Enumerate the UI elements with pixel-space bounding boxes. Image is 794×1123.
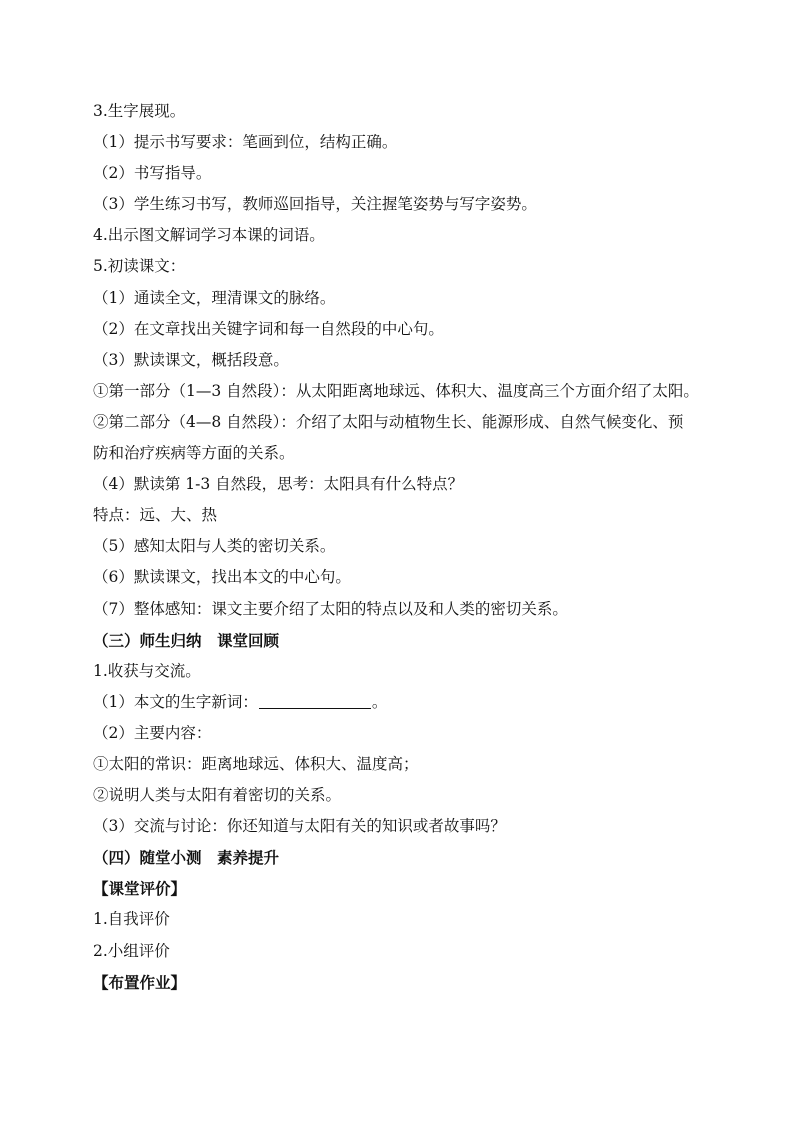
new-words-label: （1）本文的生字新词：: [93, 692, 258, 711]
overall-perception-item: （7）整体感知：课文主要介绍了太阳的特点以及和人类的密切关系。: [93, 599, 568, 618]
sun-facts-item: ①太阳的常识：距离地球远、体积大、温度高；: [93, 754, 419, 773]
class-evaluation-heading: 【课堂评价】: [93, 879, 187, 899]
step-4-heading: 4.出示图文解词学习本课的词语。: [93, 226, 325, 245]
human-sun-relation-item: ②说明人类与太阳有着密切的关系。: [93, 786, 342, 805]
read-through-item: （1）通读全文，理清课文的脉络。: [93, 288, 336, 307]
main-content-item: （2）主要内容：: [93, 723, 212, 742]
new-words-item: [93, 687, 713, 718]
section-three-heading: （三）师生归纳 课堂回顾: [93, 630, 280, 650]
lesson-plan-body: [93, 96, 713, 998]
new-words-suffix: 。: [371, 692, 388, 711]
features-answer: 特点：远、大、热: [93, 506, 218, 525]
writing-guidance-item: （2）书写指导。: [93, 164, 212, 183]
writing-practice-item: （3）学生练习书写，教师巡回指导，关注握笔姿势与写字姿势。: [93, 195, 537, 214]
writing-requirement-item: （1）提示书写要求：笔画到位，结构正确。: [93, 133, 398, 152]
part-two-summary-continued: 防和治疗疾病等方面的关系。: [93, 444, 295, 463]
part-two-summary: ②第二部分（4—8 自然段）：介绍了太阳与动植物生长、能源形成、自然气候变化、预: [93, 412, 684, 431]
section-four-heading: （四）随堂小测 素养提升: [93, 848, 280, 868]
discussion-item: （3）交流与讨论：你还知道与太阳有关的知识或者故事吗？: [93, 817, 506, 836]
relation-item: （5）感知太阳与人类的密切关系。: [93, 537, 336, 556]
think-question-item: （4）默读第 1-3 自然段，思考：太阳具有什么特点？: [93, 475, 464, 494]
harvest-heading: 1.收获与交流。: [93, 661, 201, 680]
step-5-heading: 5.初读课文：: [93, 257, 186, 276]
summarize-item: （3）默读课文，概括段意。: [93, 350, 289, 369]
group-evaluation-item: 2.小组评价: [93, 941, 170, 960]
self-evaluation-item: 1.自我评价: [93, 910, 170, 929]
keywords-item: （2）在文章找出关键字词和每一自然段的中心句。: [93, 319, 444, 338]
step-3-heading: 3.生字展现。: [93, 102, 186, 120]
fill-in-blank: [259, 707, 371, 709]
part-one-summary: ①第一部分（1—3 自然段）：从太阳距离地球远、体积大、温度高三个方面介绍了太阳。: [93, 381, 699, 400]
central-sentence-item: （6）默读课文，找出本文的中心句。: [93, 568, 351, 587]
homework-heading: 【布置作业】: [93, 972, 187, 992]
